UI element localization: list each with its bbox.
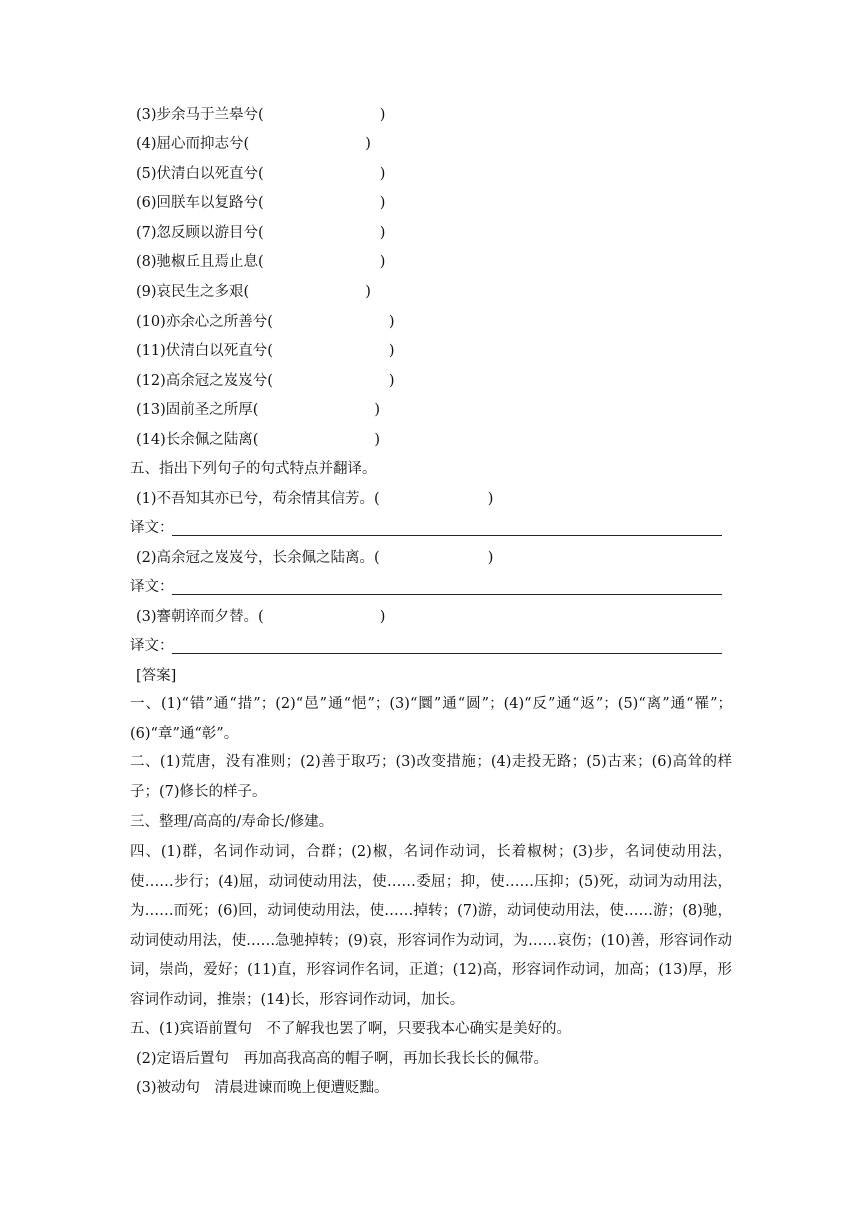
answer-paragraph: 四、(1)群，名词作动词，合群；(2)椒，名词作动词，长着椒树；(3)步，名词使动用法，使……步行；(4)屈，动词使动用法，使……委屈；抑，使……压抑；(5)死，动词为动用法，为……而死；(6)回，动词使动用法，使……掉转；(7)游，动词使动用法，使……游；(8)驰，动词使动用法，使……急驰掉转；(9)哀，形容词作为动词，为……哀伤；(10)善，形容词作动词，崇尚，爱好；(11)直，形容词作名词，正道；(12)高，形容词作动词，加高；(13)厚，形容词作动词，推崇；(14)长，形容词作动词，加长。 xyxy=(130,844,732,1008)
answer-paragraph: 一、(1)“错”通“措”；(2)“邑”通“悒”；(3)“圜”通“圆”；(4)“反”通“返”；(5)“离”通“罹”；(6)“章”通“彰”。 xyxy=(130,696,732,742)
item-text: (3)謇朝谇而夕替。( xyxy=(136,609,264,625)
item-close: ) xyxy=(487,491,494,507)
item-close: ) xyxy=(379,254,386,270)
item-close: ) xyxy=(374,402,381,418)
item-text: (8)驰椒丘且焉止息( xyxy=(136,254,264,270)
answer-line xyxy=(172,653,722,654)
translation-label: 译文： xyxy=(130,638,174,654)
item-close: ) xyxy=(388,373,395,389)
item-close: ) xyxy=(365,284,371,300)
answer-heading: [答案] xyxy=(136,668,177,684)
list-item xyxy=(136,134,736,154)
item-text: (7)忽反顾以游目兮( xyxy=(136,225,264,241)
item-close: ) xyxy=(487,550,494,566)
list-item xyxy=(136,341,736,361)
list-item xyxy=(136,164,736,184)
item-text: (5)伏清白以死直兮( xyxy=(136,166,264,182)
item-text: (2)高余冠之岌岌兮，长余佩之陆离。( xyxy=(136,550,380,566)
section-heading: 五、指出下列句子的句式特点并翻译。 xyxy=(130,461,377,477)
item-text: (3)步余马于兰皋兮( xyxy=(136,107,264,123)
item-text: (9)哀民生之多艰( xyxy=(136,284,250,300)
sentence-item xyxy=(136,607,736,627)
answer-paragraph: 二、(1)荒唐，没有准则；(2)善于取巧；(3)改变措施；(4)走投无路；(5)古来；(6)高耸的样子；(7)修长的样子。 xyxy=(130,754,732,800)
sentence-item xyxy=(136,489,736,509)
list-item xyxy=(136,282,736,302)
list-item xyxy=(136,312,736,332)
item-text: (13)固前圣之所厚( xyxy=(136,402,259,418)
item-close: ) xyxy=(374,432,381,448)
item-text: (11)伏清白以死直兮( xyxy=(136,343,273,359)
list-item xyxy=(136,105,736,125)
item-close: ) xyxy=(379,195,386,211)
item-text: (14)长余佩之陆离( xyxy=(136,432,259,448)
item-close: ) xyxy=(379,225,386,241)
list-item xyxy=(136,371,736,391)
sentence-item xyxy=(136,548,736,568)
item-close: ) xyxy=(379,609,386,625)
item-close: ) xyxy=(388,343,395,359)
answer-paragraph: (2)定语后置句 再加高我高高的帽子啊，再加长我长长的佩带。 xyxy=(136,1051,549,1067)
item-text: (12)高余冠之岌岌兮( xyxy=(136,373,273,389)
list-item xyxy=(136,430,736,450)
list-item xyxy=(136,193,736,213)
answer-paragraph: 三、整理/高高的/寿命长/修建。 xyxy=(130,814,334,830)
item-text: (1)不吾知其亦已兮，苟余情其信芳。( xyxy=(136,491,380,507)
translation-label: 译文： xyxy=(130,579,174,595)
item-close: ) xyxy=(379,166,386,182)
list-item xyxy=(136,223,736,243)
list-item xyxy=(136,400,736,420)
item-close: ) xyxy=(379,107,386,123)
answer-paragraph: (3)被动句 清晨进谏而晚上便遭贬黜。 xyxy=(136,1080,389,1096)
answer-line xyxy=(172,535,722,536)
translation-label: 译文： xyxy=(130,520,174,536)
item-text: (6)回朕车以复路兮( xyxy=(136,195,264,211)
answer-line xyxy=(172,594,722,595)
list-item xyxy=(136,252,736,272)
answer-paragraph: 五、(1)宾语前置句 不了解我也罢了啊，只要我本心确实是美好的。 xyxy=(130,1021,572,1037)
item-text: (10)亦余心之所善兮( xyxy=(136,314,273,330)
item-close: ) xyxy=(365,136,371,152)
item-close: ) xyxy=(388,314,395,330)
item-text: (4)屈心而抑志兮( xyxy=(136,136,250,152)
